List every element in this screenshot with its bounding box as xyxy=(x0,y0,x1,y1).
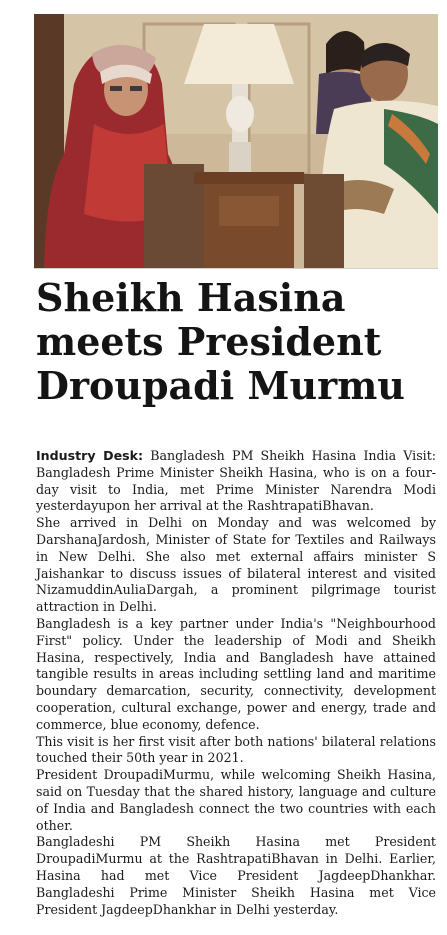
news-photo xyxy=(34,14,438,269)
news-clipping xyxy=(34,14,438,932)
article-headline xyxy=(36,276,440,408)
article-paragraph: Bangladesh is a key partner under India's "Neighbourhood First" policy. Under the leadership of Modi and Sheikh Hasina, respectively, India and Bangladesh have attained tangible results in areas including settling land and maritime boundary demarcation, security, connectivity, development cooperation, cultural exchange, power and energy, trade and commerce, blue economy, defence. xyxy=(36,615,436,732)
headline-line: meets President xyxy=(36,319,382,364)
article-paragraph: She arrived in Delhi on Monday and was welcomed by DarshanaJardosh, Minister of State for Textiles and Railways in New Delhi. She also met external affairs minister S Jaishankar to discuss issues of bilateral interest and visited NizamuddinAuliaDargah, a prominent pilgrimage tourist attraction in Delhi. xyxy=(36,515,436,615)
meeting-photo-illustration xyxy=(34,14,438,268)
headline-line: Sheikh Hasina xyxy=(36,275,346,320)
article-paragraph: Bangladeshi PM Sheikh Hasina met President DroupadiMurmu at the RashtrapatiBhavan in Delhi. Earlier, Hasina had met Vice President JagdeepDhankhar. Bangladeshi Prime Minister Sheikh Hasina met Vice President JagdeepDhankhar in Delhi yesterday. xyxy=(36,834,436,917)
headline-line: Droupadi Murmu xyxy=(36,363,405,408)
article-paragraph xyxy=(36,448,436,515)
dateline: Industry Desk: xyxy=(36,448,144,463)
paragraph-text: Bangladesh PM Sheikh Hasina India Visit: Bangladesh Prime Minister Sheikh Hasina, who is on a four-day visit to India, met Prime Minister Narendra Modi yesterdayupon her arrival at the RashtrapatiBhavan. xyxy=(36,448,437,514)
article-paragraph: President DroupadiMurmu, while welcoming Sheikh Hasina, said on Tuesday that the shared history, language and culture of India and Bangladesh connect the two countries with each other. xyxy=(36,767,436,833)
article-body xyxy=(36,448,436,918)
article-paragraph: This visit is her first visit after both nations' bilateral relations touched their 50th year in 2021. xyxy=(36,733,436,766)
